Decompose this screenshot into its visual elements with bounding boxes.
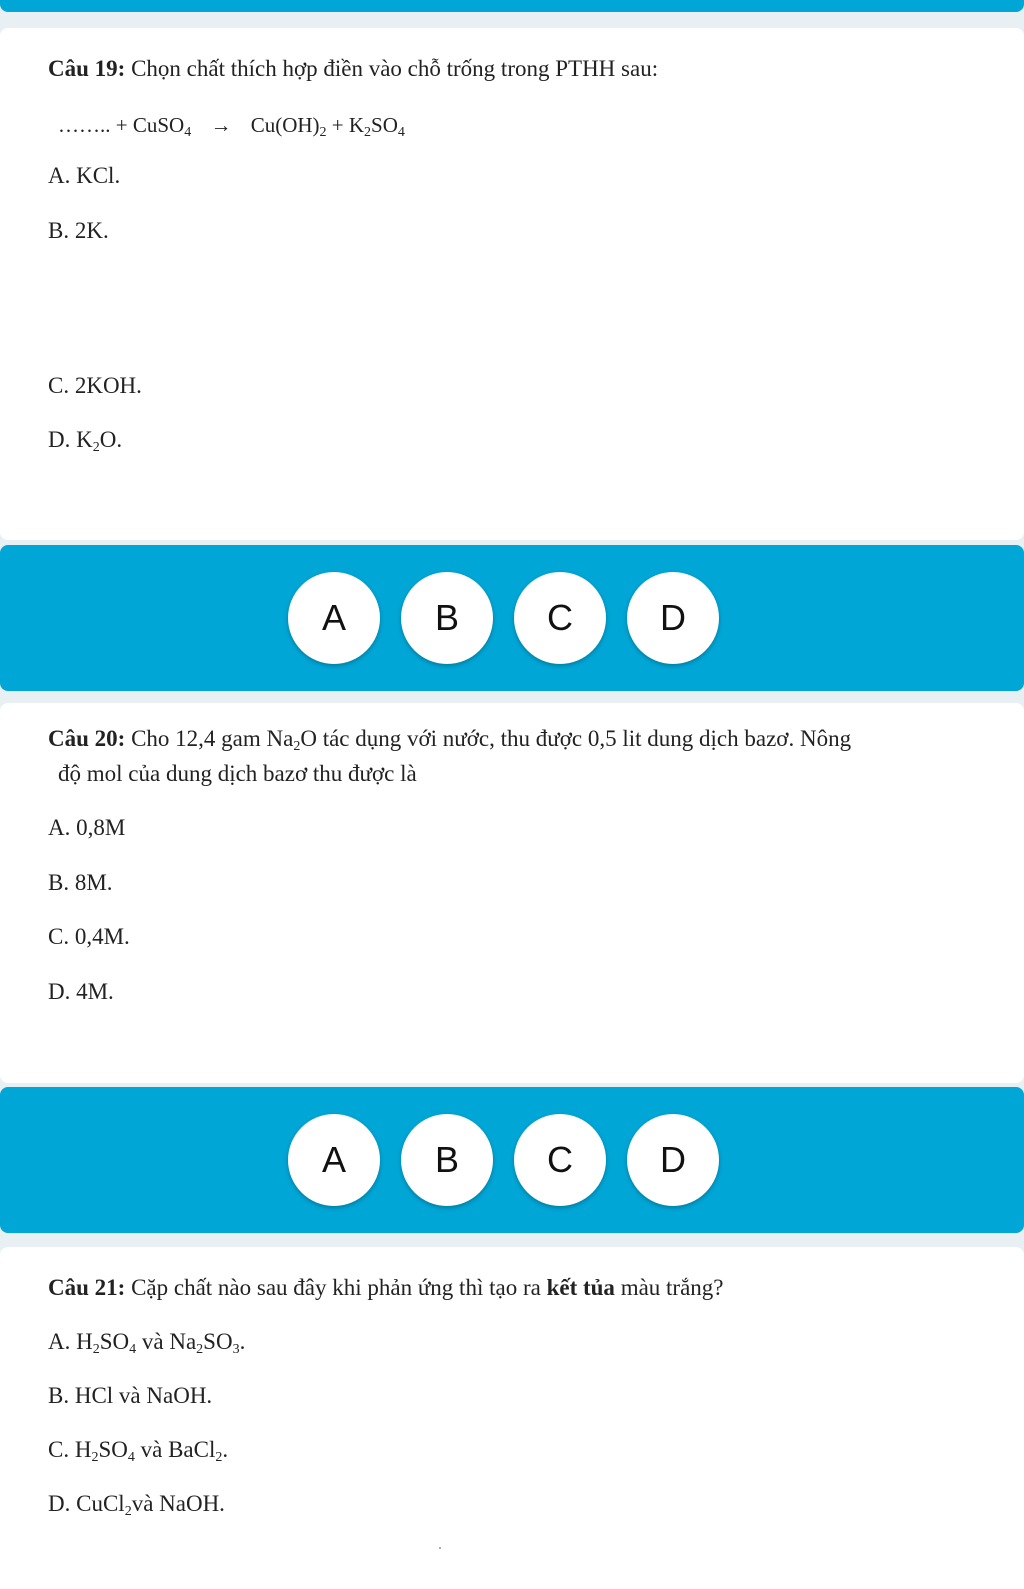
top-strip [0, 0, 1024, 12]
option-c: C. 0,4M. [48, 924, 130, 949]
question-19-card [0, 28, 1024, 540]
question-21-card [0, 1247, 1024, 1589]
option-c: C. 2KOH. [48, 373, 142, 398]
answer-a-button[interactable]: A [288, 1114, 380, 1206]
stray-dot [439, 1547, 441, 1549]
option-d: D. 4M. [48, 979, 114, 1004]
answer-c-button[interactable]: C [514, 572, 606, 664]
option-d: D. CuCl$_2$và NaOH. [48, 1491, 225, 1519]
option-b: B. 8M. [48, 870, 113, 895]
question-21-number: Câu 21: [48, 1275, 126, 1300]
answer-b-button[interactable]: B [401, 572, 493, 664]
answer-d-button[interactable]: D [627, 572, 719, 664]
answer-c-button[interactable]: C [514, 1114, 606, 1206]
question-20-number: Câu 20: [48, 726, 126, 751]
answer-a-button[interactable]: A [288, 572, 380, 664]
answer-bar-19 [0, 545, 1024, 691]
question-20-text: Câu 20: Cho 12,4 gam $Na_2O$ tác dụng với nước, thu được 0,5 lit dung dịch bazơ. Nông [48, 726, 852, 754]
question-19-equation: …….. + CuSO$_4$ → $Cu(OH)_2 + K_2SO_4$ [58, 113, 405, 140]
question-21-text: Câu 21: Cặp chất nào sau đây khi phản ứng thì tạo ra kết tủa màu trắng? [48, 1275, 724, 1300]
question-19-text: Câu 19: Chọn chất thích hợp điền vào chỗ trống trong PTHH sau: [48, 56, 659, 81]
option-c: C. $H_2SO_4$ và BaCl$_2$. [48, 1437, 229, 1465]
option-b: B. HCl và NaOH. [48, 1383, 213, 1408]
answer-bar-20 [0, 1087, 1024, 1233]
option-d: D. $K_2O$. [48, 427, 123, 455]
option-a: A. KCl. [48, 163, 121, 188]
answer-b-button[interactable]: B [401, 1114, 493, 1206]
answer-d-button[interactable]: D [627, 1114, 719, 1206]
question-19-number: Câu 19: [48, 56, 126, 81]
option-b: B. 2K. [48, 218, 109, 243]
question-20-text-line2: độ mol của dung dịch bazơ thu được là [58, 761, 417, 786]
option-a: A. 0,8M [48, 815, 126, 840]
question-20-card [0, 703, 1024, 1083]
option-a: A. $H_2SO_4$ và $Na_2SO_3$. [48, 1329, 246, 1357]
